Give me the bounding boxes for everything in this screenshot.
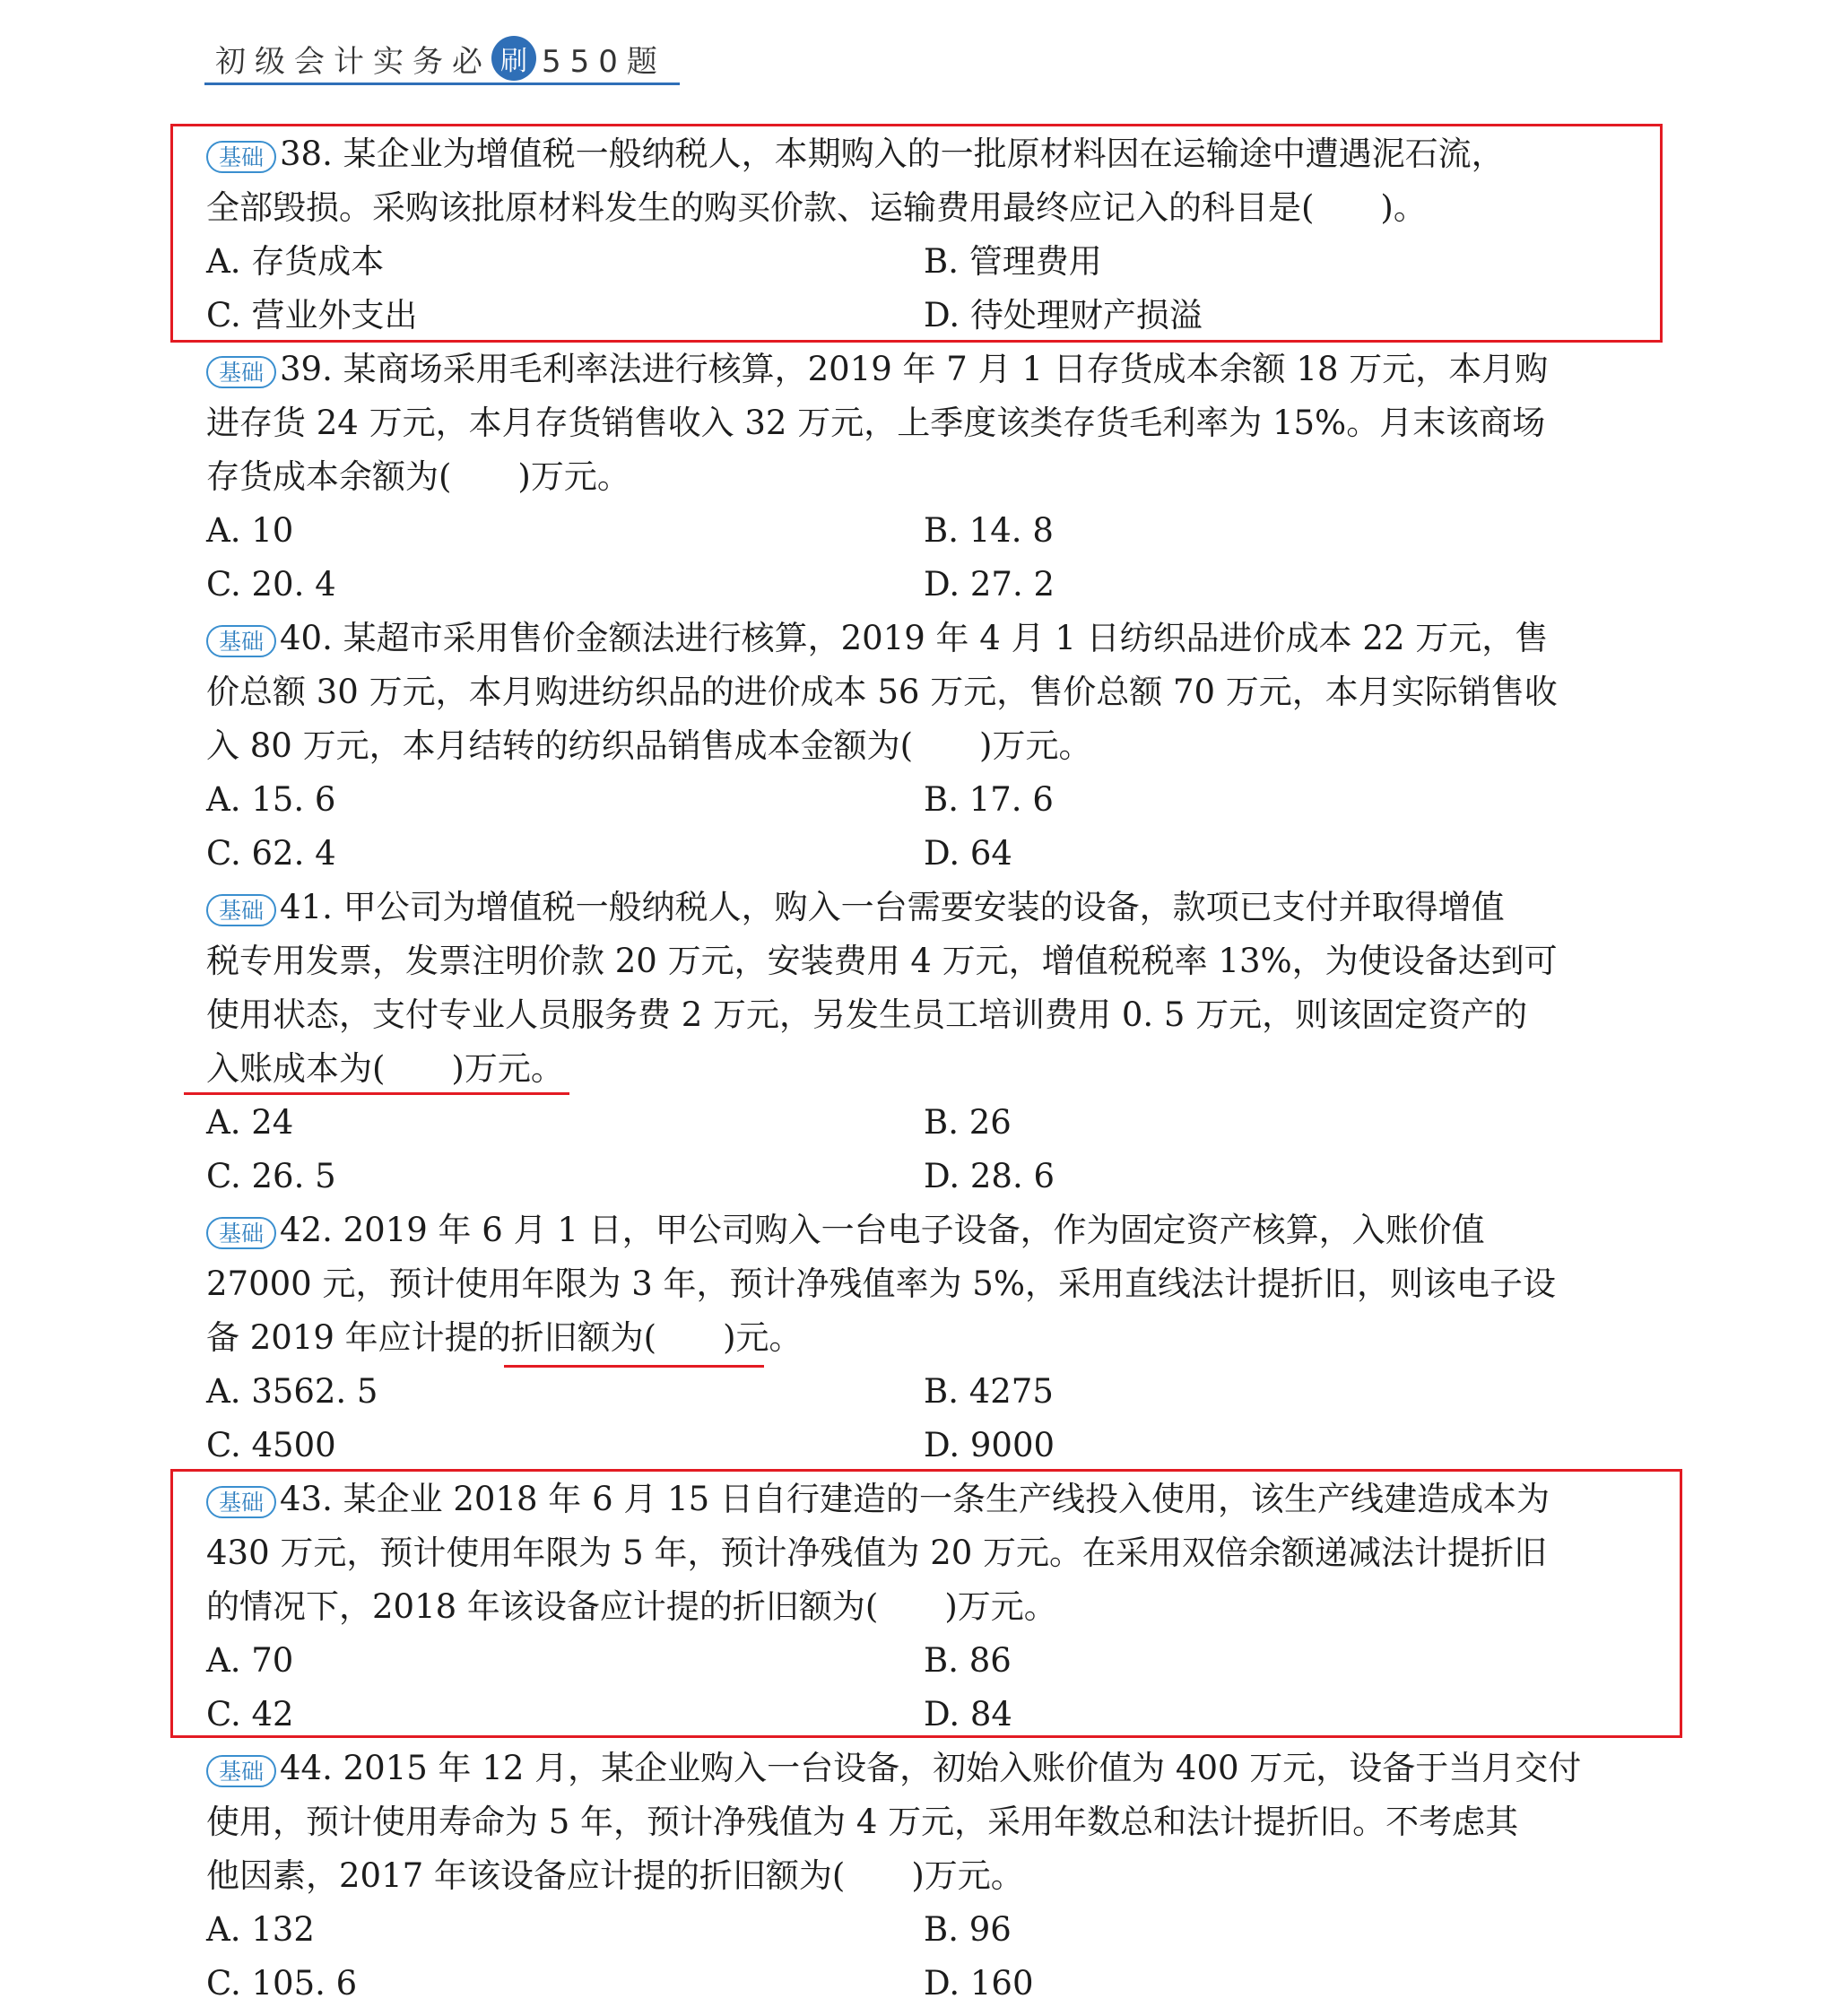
option-c: C. 20. 4 xyxy=(206,565,336,604)
question-text: 38. 某企业为增值税一般纳税人，本期购入的一批原材料因在运输途中遭遇泥石流， xyxy=(280,135,1505,173)
question-line: 的情况下，2018 年该设备应计提的折旧额为( )万元。 xyxy=(206,1587,1057,1626)
option-c: C. 105. 6 xyxy=(206,1964,358,2003)
question-42 xyxy=(206,1204,1641,1473)
option-c: C. 26. 5 xyxy=(206,1157,336,1195)
underline-q41 xyxy=(184,1092,569,1095)
option-d: D. 待处理财产损溢 xyxy=(924,296,1203,335)
question-text: 41. 甲公司为增值税一般纳税人，购入一台需要安装的设备，款项已支付并取得增值 xyxy=(280,888,1505,926)
option-c: C. 42 xyxy=(206,1695,294,1734)
option-b: B. 26 xyxy=(924,1103,1012,1142)
question-line: 入账成本为( )万元。 xyxy=(206,1049,564,1088)
option-a: A. 10 xyxy=(206,511,294,550)
question-line: 他因素，2017 年该设备应计提的折旧额为( )万元。 xyxy=(206,1856,1024,1895)
options xyxy=(206,773,1641,881)
question-line: 入 80 万元，本月结转的纺织品销售成本金额为( )万元。 xyxy=(206,726,1092,765)
question-line: 使用状态，支付专业人员服务费 2 万元，另发生员工培训费用 0. 5 万元，则该固定资产的 xyxy=(206,995,1528,1034)
option-b: B. 14. 8 xyxy=(924,511,1054,550)
header-seal-icon: 刷 xyxy=(491,36,536,81)
level-badge: 基础 xyxy=(206,1486,276,1518)
question-text: 43. 某企业 2018 年 6 月 15 日自行建造的一条生产线投入使用，该生产线建造成本为 xyxy=(280,1480,1550,1518)
question-text: 39. 某商场采用毛利率法进行核算，2019 年 7 月 1 日存货成本余额 18 万元，本月购 xyxy=(280,350,1549,388)
question-line: 价总额 30 万元，本月购进纺织品的进价成本 56 万元，售价总额 70 万元，本月实际销售收 xyxy=(206,673,1558,711)
level-badge: 基础 xyxy=(206,894,276,926)
option-a: A. 24 xyxy=(206,1103,294,1142)
page-header xyxy=(215,36,666,81)
level-badge: 基础 xyxy=(206,141,276,173)
option-d: D. 160 xyxy=(924,1964,1034,2003)
question-line: 全部毁损。采购该批原材料发生的购买价款、运输费用最终应记入的科目是( )。 xyxy=(206,188,1427,227)
question-line xyxy=(206,1742,1641,1795)
underline-q42 xyxy=(504,1365,764,1368)
option-c: C. 62. 4 xyxy=(206,834,336,873)
question-line: 进存货 24 万元，本月存货销售收入 32 万元，上季度该类存货毛利率为 15%。月末该商场 xyxy=(206,404,1546,442)
options xyxy=(206,1096,1641,1204)
question-text: 40. 某超市采用售价金额法进行核算，2019 年 4 月 1 日纺织品进价成本 22 万元，售 xyxy=(280,619,1549,657)
options xyxy=(206,1365,1641,1473)
question-40 xyxy=(206,612,1641,881)
option-a: A. 存货成本 xyxy=(206,242,385,281)
option-c: C. 营业外支出 xyxy=(206,296,418,335)
options xyxy=(206,1903,1641,2011)
option-b: B. 96 xyxy=(924,1910,1012,1949)
option-b: B. 管理费用 xyxy=(924,242,1102,281)
option-a: A. 132 xyxy=(206,1910,315,1949)
level-badge: 基础 xyxy=(206,625,276,657)
question-39 xyxy=(206,343,1641,612)
question-text: 42. 2019 年 6 月 1 日，甲公司购入一台电子设备，作为固定资产核算，入账价值 xyxy=(280,1211,1485,1249)
question-line xyxy=(206,881,1641,934)
question-line: 使用，预计使用寿命为 5 年，预计净残值为 4 万元，采用年数总和法计提折旧。不考虑其 xyxy=(206,1803,1519,1841)
level-badge: 基础 xyxy=(206,1755,276,1787)
option-d: D. 84 xyxy=(924,1695,1012,1734)
question-line: 430 万元，预计使用年限为 5 年，预计净残值为 20 万元。在采用双倍余额递减法计提折旧 xyxy=(206,1534,1548,1572)
question-line xyxy=(206,612,1641,665)
question-text: 44. 2015 年 12 月，某企业购入一台设备，初始入账价值为 400 万元，设备于当月交付 xyxy=(280,1749,1582,1787)
highlight-box-q38 xyxy=(170,124,1663,343)
question-44 xyxy=(206,1742,1641,2011)
header-rule xyxy=(204,83,680,85)
option-b: B. 17. 6 xyxy=(924,780,1054,819)
question-41 xyxy=(206,881,1641,1204)
question-line: 存货成本余额为( )万元。 xyxy=(206,457,630,496)
option-b: B. 86 xyxy=(924,1641,1012,1680)
option-a: A. 70 xyxy=(206,1641,294,1680)
question-line xyxy=(206,1204,1641,1257)
highlight-box-q43 xyxy=(170,1469,1682,1738)
question-line: 备 2019 年应计提的折旧额为( )元。 xyxy=(206,1318,803,1357)
option-d: D. 27. 2 xyxy=(924,565,1055,604)
option-d: D. 64 xyxy=(924,834,1012,873)
option-c: C. 4500 xyxy=(206,1426,336,1464)
option-d: D. 28. 6 xyxy=(924,1157,1055,1195)
level-badge: 基础 xyxy=(206,356,276,388)
question-line: 税专用发票，发票注明价款 20 万元，安装费用 4 万元，增值税税率 13%，为使设备达到可 xyxy=(206,942,1558,980)
level-badge: 基础 xyxy=(206,1217,276,1249)
question-line: 27000 元，预计使用年限为 3 年，预计净残值率为 5%，采用直线法计提折旧，则该电子设 xyxy=(206,1264,1556,1303)
header-title-right: 550题 xyxy=(542,43,666,80)
option-a: A. 3562. 5 xyxy=(206,1372,378,1411)
question-line xyxy=(206,343,1641,396)
header-title-left: 初级会计实务必 xyxy=(215,43,491,80)
options xyxy=(206,504,1641,612)
option-b: B. 4275 xyxy=(924,1372,1054,1411)
option-d: D. 9000 xyxy=(924,1426,1055,1464)
option-a: A. 15. 6 xyxy=(206,780,336,819)
